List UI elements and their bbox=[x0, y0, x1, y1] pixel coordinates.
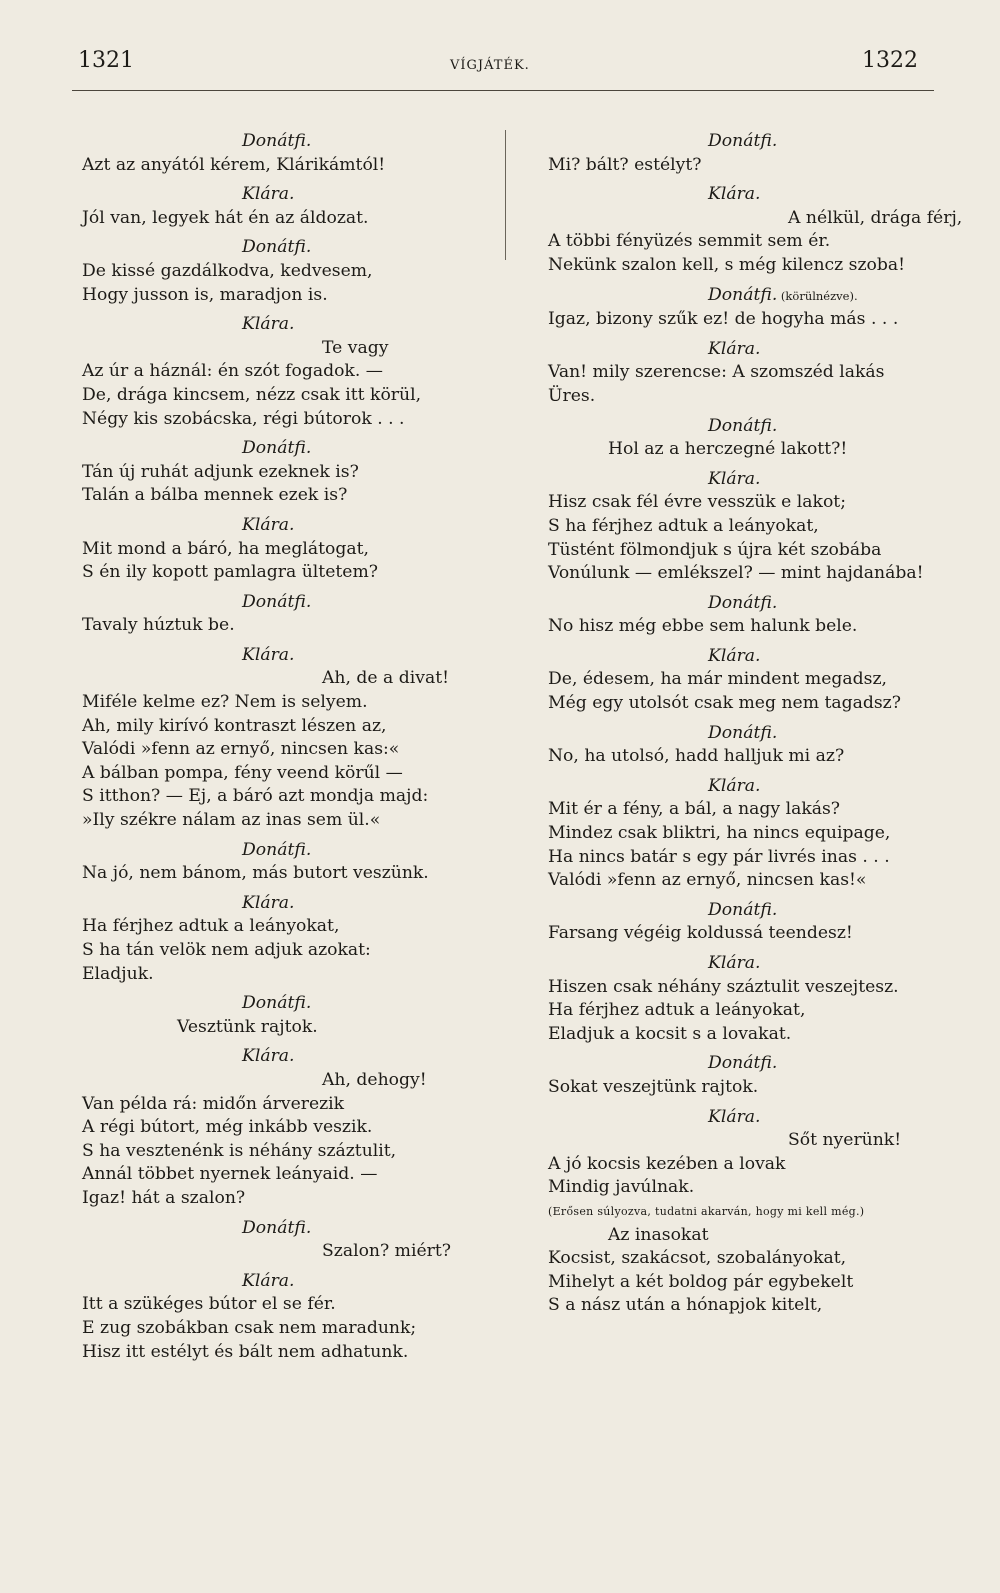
verse-line: S én ily kopott pamlagra ültetem? bbox=[82, 562, 378, 583]
running-title: VÍGJÁTÉK. bbox=[450, 58, 530, 73]
speaker-name: Donátfi. bbox=[708, 592, 778, 613]
speaker-name: Donátfi. bbox=[708, 1053, 778, 1074]
stage-direction: (Erősen súlyozva, tudatni akarván, hogy mi kell még.) bbox=[548, 1204, 865, 1218]
verse-line: Mit ér a fény, a bál, a nagy lakás? bbox=[548, 799, 841, 820]
left-column bbox=[82, 124, 482, 1364]
verse-line: Négy kis szobácska, régi bútorok . . . bbox=[82, 408, 405, 429]
speaker-name: Klára. bbox=[708, 468, 761, 489]
speaker-name: Donátfi. (körülnézve). bbox=[708, 284, 858, 305]
verse-line: Üres. bbox=[548, 385, 596, 406]
verse-line: Talán a bálba mennek ezek is? bbox=[82, 485, 348, 506]
verse-line: Mindez csak bliktri, ha nincs equipage, bbox=[548, 823, 891, 844]
verse-line: S ha férjhez adtuk a leányokat, bbox=[548, 515, 819, 536]
verse-line: Mit mond a báró, ha meglátogat, bbox=[82, 538, 369, 559]
speaker-name: Klára. bbox=[708, 953, 761, 973]
speaker-name: Donátfi. bbox=[242, 237, 312, 258]
verse-line: De kissé gazdálkodva, kedvesem, bbox=[82, 260, 373, 281]
speaker-name: Donátfi. bbox=[708, 899, 778, 920]
verse-line: Az úr a háznál: én szót fogadok. — bbox=[82, 361, 383, 382]
verse-line: Tán új ruhát adjunk ezeknek is? bbox=[82, 461, 359, 482]
page-number-left: 1321 bbox=[78, 48, 134, 73]
verse-line: »Ily székre nálam az inas sem ül.« bbox=[82, 810, 381, 831]
verse-line: Tavaly húztuk be. bbox=[82, 615, 235, 636]
speaker-name: Donátfi. bbox=[242, 993, 312, 1014]
verse-line: Miféle kelme ez? Nem is selyem. bbox=[82, 692, 368, 713]
verse-line: No, ha utolsó, hadd halljuk mi az? bbox=[548, 746, 845, 767]
speaker-name: Klára. bbox=[242, 314, 295, 335]
column-divider bbox=[505, 130, 506, 260]
speaker-name: Klára. bbox=[242, 892, 295, 913]
verse-line: De, drága kincsem, nézz csak itt körül, bbox=[82, 384, 422, 405]
verse-line: Mihelyt a két boldog pár egybekelt bbox=[548, 1271, 854, 1292]
verse-line: S itthon? — Ej, a báró azt mondja majd: bbox=[82, 786, 429, 807]
speaker-name: Donátfi. bbox=[242, 839, 312, 860]
speaker-name: Klára. bbox=[242, 644, 295, 665]
verse-line: Eladjuk. bbox=[82, 963, 154, 984]
verse-line: Itt a szükéges bútor el se fér. bbox=[82, 1294, 336, 1315]
verse-line: Ah, dehogy! bbox=[322, 1069, 427, 1090]
verse-line: Na jó, nem bánom, más butort veszünk. bbox=[82, 863, 429, 884]
verse-line: Hisz itt estélyt és bált nem adhatunk. bbox=[82, 1341, 409, 1362]
verse-line: Ha férjhez adtuk a leányokat, bbox=[82, 916, 340, 937]
verse-line: E zug szobákban csak nem maradunk; bbox=[82, 1317, 417, 1338]
verse-line: A többi fényüzés semmit sem ér. bbox=[548, 231, 831, 252]
verse-line: Eladjuk a kocsit s a lovakat. bbox=[548, 1023, 792, 1044]
page-number-right: 1322 bbox=[862, 48, 918, 73]
verse-line: A régi bútort, még inkább veszik. bbox=[82, 1117, 373, 1138]
stage-direction: (körülnézve). bbox=[777, 288, 858, 303]
right-column bbox=[548, 124, 963, 1318]
verse-line: Szalon? miért? bbox=[322, 1241, 451, 1262]
verse-line: Igaz, bizony szűk ez! de hogyha más . . . bbox=[548, 309, 899, 330]
verse-line: Ha férjhez adtuk a leányokat, bbox=[548, 1000, 806, 1021]
header-rule bbox=[72, 90, 934, 91]
verse-line: Igaz! hát a szalon? bbox=[82, 1187, 246, 1208]
speaker-name: Donátfi. bbox=[242, 591, 312, 612]
verse-line: Ah, mily kirívó kontraszt lészen az, bbox=[82, 715, 387, 736]
verse-line: A bálban pompa, fény veend körűl — bbox=[82, 762, 403, 783]
speaker-name: Donátfi. bbox=[708, 131, 778, 151]
verse-line: Vesztünk rajtok. bbox=[177, 1016, 318, 1037]
verse-line: Kocsist, szakácsot, szobalányokat, bbox=[548, 1248, 847, 1269]
page-header bbox=[0, 48, 1000, 88]
verse-line: Farsang végéig koldussá teendesz! bbox=[548, 923, 853, 944]
speaker-name: Donátfi. bbox=[242, 438, 312, 459]
verse-line: Sőt nyerünk! bbox=[788, 1130, 902, 1151]
verse-line: Hol az a herczegné lakott?! bbox=[608, 439, 848, 460]
verse-line: Van! mily szerencse: A szomszéd lakás bbox=[548, 362, 885, 383]
verse-line: Valódi »fenn az ernyő, nincsen kas!« bbox=[548, 870, 867, 891]
verse-line: Jól van, legyek hát én az áldozat. bbox=[82, 207, 369, 228]
verse-line: Van példa rá: midőn árverezik bbox=[82, 1093, 345, 1114]
verse-line: No hisz még ebbe sem halunk bele. bbox=[548, 616, 858, 637]
speaker-name: Klára. bbox=[708, 184, 761, 205]
verse-line: Hogy jusson is, maradjon is. bbox=[82, 284, 328, 305]
verse-line: S a nász után a hónapjok kitelt, bbox=[548, 1295, 823, 1316]
verse-line: Az inasokat bbox=[608, 1224, 709, 1245]
verse-line: De, édesem, ha már mindent megadsz, bbox=[548, 669, 887, 690]
verse-line: A jó kocsis kezében a lovak bbox=[548, 1153, 786, 1174]
verse-line: S ha tán velök nem adjuk azokat: bbox=[82, 940, 371, 960]
speaker-name: Donátfi. bbox=[708, 722, 778, 743]
verse-line: Még egy utolsót csak meg nem tagadsz? bbox=[548, 693, 901, 714]
speaker-name: Klára. bbox=[708, 775, 761, 796]
verse-line: Hisz csak fél évre vesszük e lakot; bbox=[548, 492, 846, 513]
verse-line: Hiszen csak néhány száztulit veszejtesz. bbox=[548, 976, 899, 997]
verse-line: Valódi »fenn az ernyő, nincsen kas:« bbox=[82, 739, 400, 760]
speaker-name: Klára. bbox=[242, 184, 295, 205]
verse-line: A nélkül, drága férj, bbox=[788, 207, 963, 228]
verse-line: Tüstént fölmondjuk s újra két szobába bbox=[548, 539, 882, 560]
speaker-name: Klára. bbox=[242, 1046, 295, 1067]
speaker-name: Klára. bbox=[242, 1270, 295, 1291]
verse-line: Annál többet nyernek leányaid. — bbox=[82, 1164, 378, 1185]
speaker-name: Klára. bbox=[708, 1106, 761, 1127]
speaker-name: Klára. bbox=[242, 514, 295, 535]
speaker-name: Klára. bbox=[708, 645, 761, 666]
verse-line: Azt az anyától kérem, Klárikámtól! bbox=[82, 154, 386, 175]
verse-line: S ha vesztenénk is néhány száztulit, bbox=[82, 1140, 397, 1161]
speaker-name: Donátfi. bbox=[242, 1217, 312, 1238]
verse-line: Nekünk szalon kell, s még kilencz szoba! bbox=[548, 254, 906, 275]
speaker-name: Donátfi. bbox=[242, 131, 312, 151]
verse-line: Ha nincs batár s egy pár livrés inas . . . bbox=[548, 846, 890, 867]
speaker-name: Klára. bbox=[708, 338, 761, 359]
speaker-name: Donátfi. bbox=[708, 415, 778, 436]
verse-line: Te vagy bbox=[322, 337, 389, 358]
verse-line: Sokat veszejtünk rajtok. bbox=[548, 1076, 759, 1097]
verse-line: Vonúlunk — emlékszel? — mint hajdanába! bbox=[548, 563, 924, 584]
verse-line: Ah, de a divat! bbox=[322, 668, 450, 689]
verse-line: Mindig javúlnak. bbox=[548, 1177, 695, 1198]
verse-line: Mi? bált? estélyt? bbox=[548, 154, 702, 175]
